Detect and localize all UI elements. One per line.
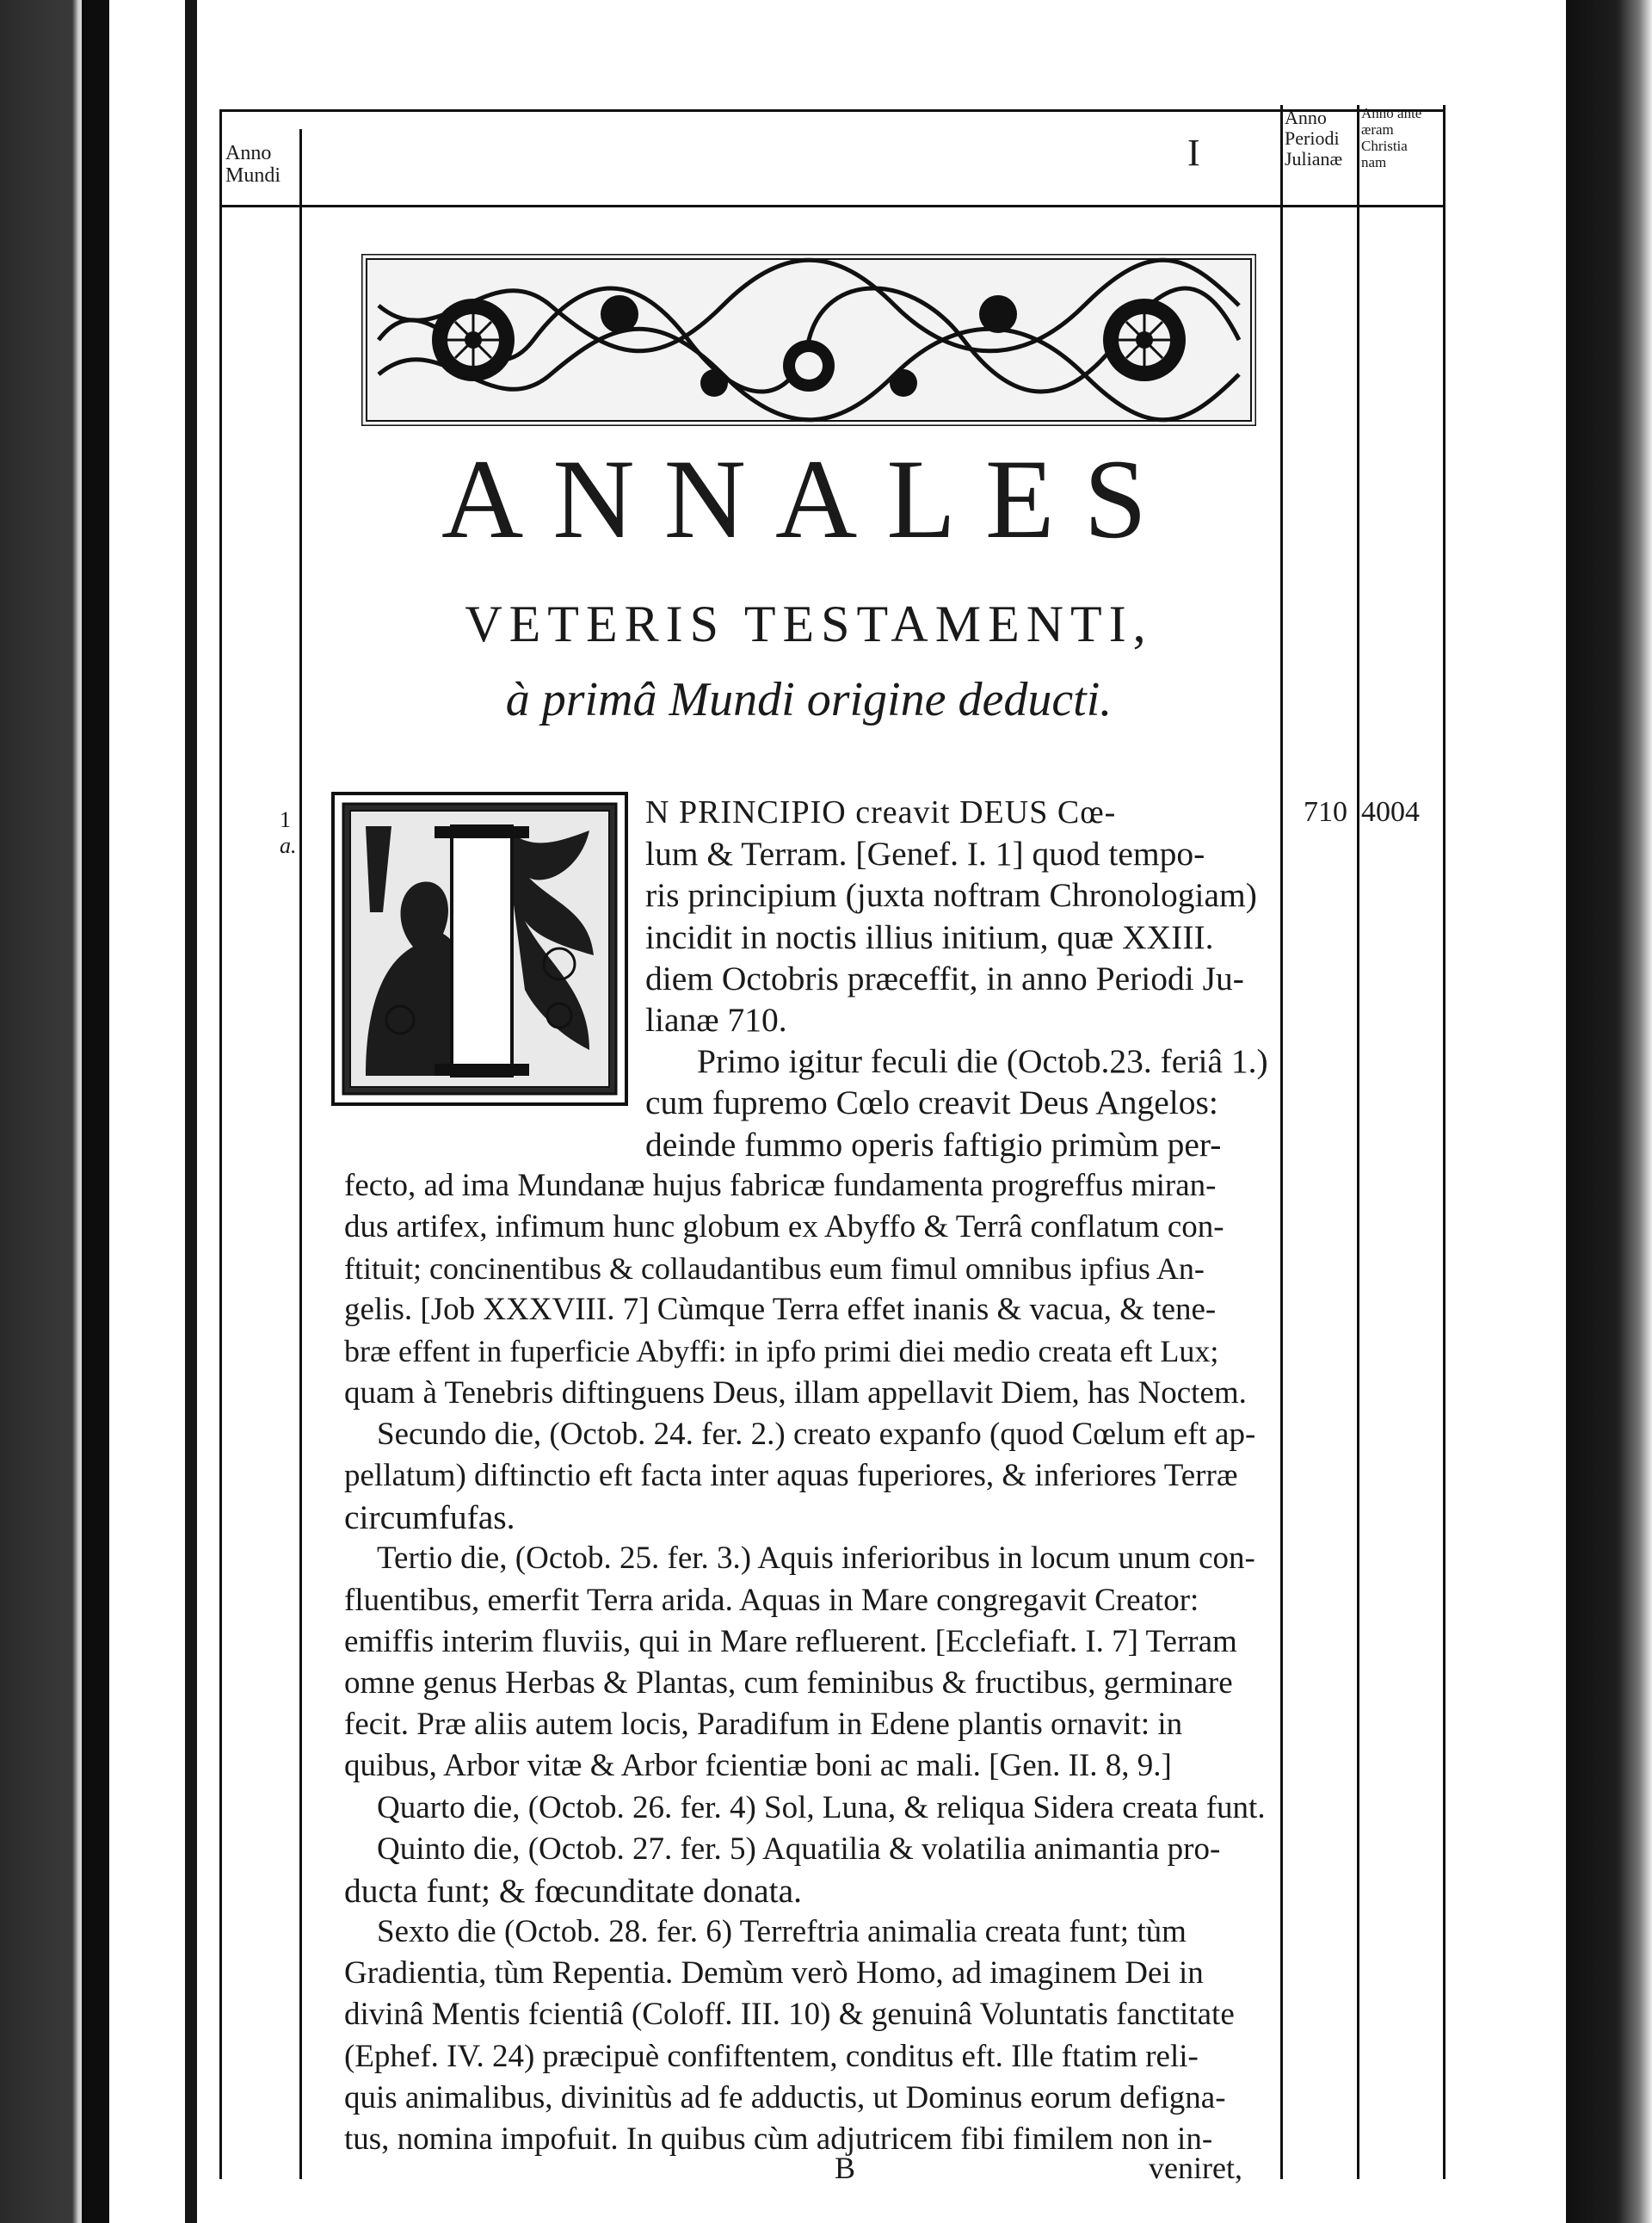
text-line: bræ effent in fuperficie Abyffi: in ipfo primi diei medio creata eft Lux; (344, 1334, 1219, 1369)
catchword: veniret, (1149, 2151, 1242, 2185)
text-line: incidit in noctis illius initium, quæ XXIII. (645, 917, 1214, 956)
text-line: dus artifex, infimum hunc globum ex Abyffo & Terrâ conflatum con- (344, 1208, 1224, 1244)
folio-number: I (1187, 132, 1200, 174)
anno-mundi-note: a. (280, 833, 297, 858)
right-inner-rule-2 (1357, 105, 1359, 2179)
text-line: ducta funt; & fœcunditate donata. (344, 1871, 802, 1910)
text-line: Gradientia, tùm Repentia. Demùm verò Homo, ad imaginem Dei in (344, 1955, 1204, 1991)
anno-periodi-julianae-header: Anno Periodi Julianæ (1285, 107, 1343, 170)
text-line: gelis. [Job XXXVIII. 7] Cùmque Terra effet inanis & vacua, & tene- (344, 1292, 1217, 1328)
top-rule (219, 109, 1446, 112)
page-title: ANNALES (441, 435, 1176, 562)
page-subtitle-italic: à primâ Mundi origine deducti. (505, 673, 1113, 726)
text-line: fecto, ad ima Mundanæ hujus fabricæ fundamenta progreffus miran- (344, 1167, 1217, 1203)
text-line: N PRINCIPIO creavit DEUS Cœ- (645, 794, 1117, 831)
scan-edge-bar-inner (185, 0, 197, 2223)
text-line: fluentibus, emerfit Terra arida. Aquas in Mare congregavit Creator: (344, 1582, 1199, 1618)
text-line: deinde fummo operis faftigio primùm per- (645, 1125, 1222, 1164)
text-line: omne genus Herbas & Plantas, cum feminibus & fructibus, germinare (344, 1664, 1233, 1701)
scan-edge-bar (82, 0, 109, 2223)
text-line: diem Octobris præceffit, in anno Periodi Ju- (645, 959, 1244, 997)
text-line: divinâ Mentis fcientiâ (Coloff. III. 10) & genuinâ Voluntatis fanctitate (344, 1997, 1235, 2033)
text-line: Secundo die, (Octob. 24. fer. 2.) creato expanfo (quod Cœlum eft ap- (377, 1416, 1256, 1452)
text-line: Tertio die, (Octob. 25. fer. 3.) Aquis inferioribus in locum unum con- (377, 1541, 1255, 1577)
left-inner-rule (299, 129, 302, 2179)
text-line: Quinto die, (Octob. 27. fer. 5) Aquatilia & volatilia animantia pro- (377, 1831, 1221, 1867)
text-line: quibus, Arbor vitæ & Arbor fcientiæ boni ac mali. [Gen. II. 8, 9.] (344, 1748, 1172, 1784)
page-subtitle: VETERIS TESTAMENTI, (465, 596, 1153, 652)
header-rule (222, 205, 1446, 207)
text-line: tus, nomina impofuit. In quibus cùm adjutricem fibi fimilem non in- (344, 2121, 1213, 2157)
text-line: (Ephef. IV. 24) præcipuè confiftentem, conditus eft. Ille ftatim reli- (344, 2038, 1199, 2074)
text-line: quam à Tenebris diftinguens Deus, illam appellavit Diem, has Noctem. (344, 1374, 1247, 1411)
text-line: circumfufas. (344, 1498, 515, 1537)
text-line: lum & Terram. [Genef. I. 1] quod tempo- (645, 835, 1205, 874)
text-line: Quarto die, (Octob. 26. fer. 4) Sol, Luna, & reliqua Sidera creata funt. (377, 1789, 1266, 1825)
floral-headpiece-ornament (361, 254, 1256, 426)
text-line: quis animalibus, divinitùs ad fe adductis, ut Dominus eorum defigna- (344, 2079, 1226, 2115)
left-outer-rule (219, 109, 222, 2179)
ante-christum-value: 4004 (1361, 796, 1420, 828)
text-line: cum fupremo Cœlo creavit Deus Angelos: (645, 1084, 1218, 1122)
signature-mark: B (835, 2151, 856, 2185)
periodi-julianae-value: 710 (1304, 796, 1347, 828)
main-text-block (344, 792, 1284, 2160)
text-line: lianæ 710. (645, 1000, 787, 1039)
anno-mundi-value: 1 a. (280, 807, 297, 858)
scan-edge-right (1566, 0, 1652, 2223)
text-line: pellatum) diftinctio eft facta inter aquas fuperiores, & inferiores Terræ (344, 1458, 1238, 1493)
text-line: Primo igitur feculi die (Octob.23. feriâ 1.) (697, 1042, 1268, 1081)
anno-aerae-christianae-header: Anno ante æram Christia nam (1361, 105, 1422, 170)
text-line: emiffis interim fluviis, qui in Mare refluerent. [Ecclefiaft. I. 7] Terram (344, 1623, 1237, 1659)
text-line: Sexto die (Octob. 28. fer. 6) Terreftria animalia creata funt; tùm (377, 1914, 1187, 1950)
right-outer-rule (1443, 105, 1446, 2179)
text-line: ris principium (juxta noftram Chronologiam) (645, 876, 1257, 915)
anno-mundi-header: Anno Mundi (225, 142, 281, 187)
text-line: ftituit; concinentibus & collaudantibus eum fimul omnibus ipfius An- (344, 1251, 1205, 1287)
text-line: fecit. Præ aliis autem locis, Paradifum in Edene plantis ornavit: in (344, 1707, 1183, 1743)
